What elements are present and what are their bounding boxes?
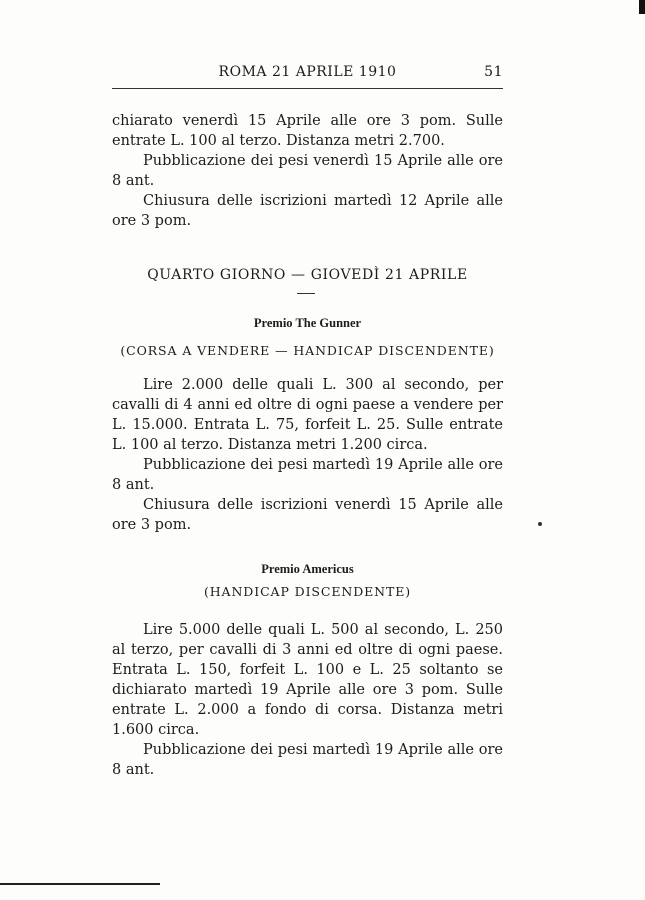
race1-conditions: Lire 2.000 delle quali L. 300 al secondo, per cavalli di 4 anni ed oltre di ogni paese a vendere per L. 15.000. Entrata L. 75, forfeit L. 25. Sulle entrate L. 100 al terzo. Distanza metri 1.200 circa.	[112, 377, 503, 453]
race1-block	[112, 375, 503, 535]
race1-subtitle: (CORSA A VENDERE — HANDICAP DISCENDENTE)	[120, 343, 495, 358]
race1-chiusura: Chiusura delle iscrizioni venerdì 15 Aprile alle ore 3 pom.	[112, 497, 503, 533]
continuation-pubblicazione: Pubblicazione dei pesi venerdì 15 Aprile alle ore 8 ant.	[112, 153, 503, 189]
race2-subtitle: (HANDICAP DISCENDENTE)	[203, 584, 412, 599]
continuation-block	[112, 111, 503, 231]
continuation-conditions: chiarato venerdì 15 Aprile alle ore 3 pom. Sulle entrate L. 100 al terzo. Distanza metri 2.700.	[112, 113, 503, 149]
page-number: 51	[484, 64, 503, 80]
day-heading: QUARTO GIORNO — GIOVEDÌ 21 APRILE	[147, 267, 468, 283]
race2-title: Premio Americus	[261, 562, 354, 576]
header-title: ROMA 21 APRILE 1910	[218, 64, 397, 80]
continuation-chiusura: Chiusura delle iscrizioni martedì 12 Aprile alle ore 3 pom.	[112, 193, 503, 229]
race1-title: Premio The Gunner	[253, 316, 362, 330]
header-rule	[112, 88, 503, 89]
scan-edge-mark	[639, 0, 645, 14]
running-header	[112, 62, 503, 86]
race2-block	[112, 620, 503, 780]
race2-pubblicazione: Pubblicazione dei pesi martedì 19 Aprile alle ore 8 ant.	[112, 742, 503, 778]
race1-pubblicazione: Pubblicazione dei pesi martedì 19 Aprile alle ore 8 ant.	[112, 457, 503, 493]
scan-bottom-edge	[0, 883, 160, 885]
heading-dash	[297, 293, 315, 294]
ink-speck	[538, 522, 542, 526]
race2-conditions: Lire 5.000 delle quali L. 500 al secondo, L. 250 al terzo, per cavalli di 3 anni ed oltre di ogni paese. Entrata L. 150, forfeit L. 100 e L. 25 soltanto se dichiarato martedì 19 Aprile alle ore 3 pom. Sulle entrate L. 2.000 a fondo di corsa. Distanza metri 1.600 circa.	[112, 622, 503, 738]
